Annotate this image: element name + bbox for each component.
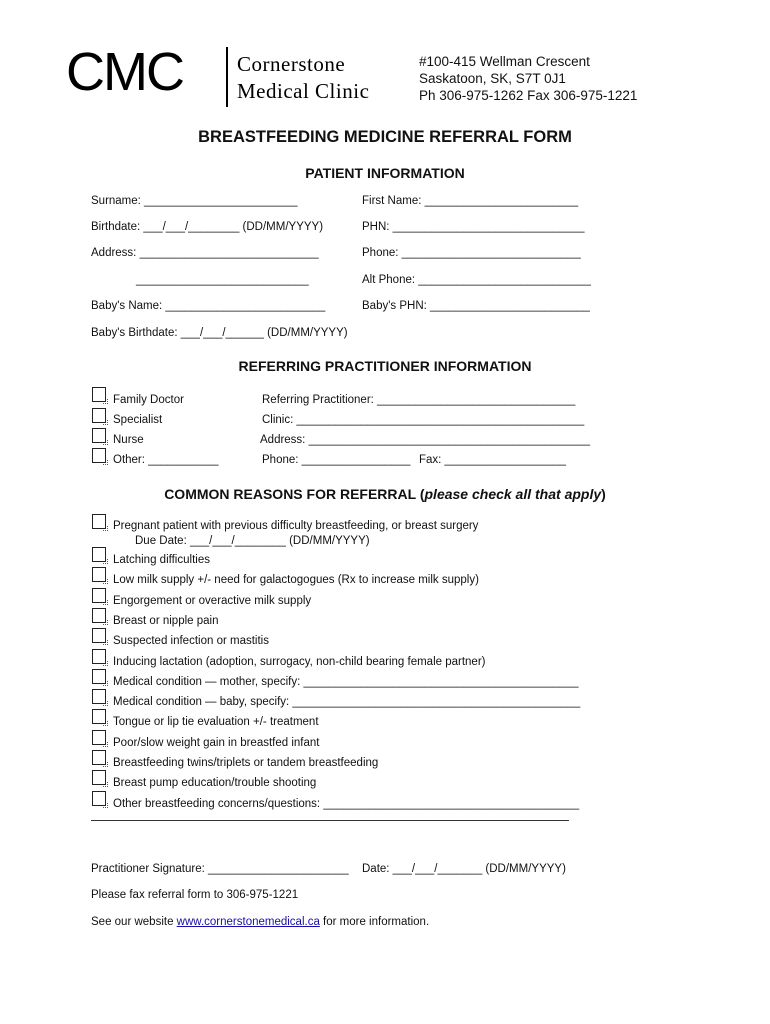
reason-label: Inducing lactation (adoption, surrogacy, non-child bearing female partner): [113, 656, 486, 668]
signature-date-field[interactable]: Date: ___/___/_______ (DD/MM/YYYY): [362, 863, 566, 875]
logo-divider: [226, 47, 228, 107]
reason-label: Poor/slow weight gain in breastfed infant: [113, 737, 320, 749]
reason-checkbox[interactable]: [92, 588, 106, 603]
fax-instruction: Please fax referral form to 306-975-1221: [91, 889, 299, 901]
baby-birthdate-field[interactable]: Baby's Birthdate: ___/___/______ (DD/MM/YYYY): [91, 327, 348, 339]
reason-checkbox[interactable]: [92, 649, 106, 664]
practitioner-signature-field[interactable]: Practitioner Signature: ______________________: [91, 863, 349, 875]
reason-checkbox[interactable]: [92, 689, 106, 704]
practitioner-phone-field[interactable]: Phone: _________________: [262, 454, 411, 466]
reason-label: Latching difficulties: [113, 554, 210, 566]
family-doctor-label: Family Doctor: [113, 394, 184, 406]
reason-label: Tongue or lip tie evaluation +/- treatment: [113, 716, 319, 728]
reason-pregnant-label: Pregnant patient with previous difficulty breastfeeding, or breast surgery: [113, 520, 479, 532]
reason-checkbox[interactable]: [92, 547, 106, 562]
first-name-field[interactable]: First Name: ________________________: [362, 195, 579, 207]
specialist-label: Specialist: [113, 414, 163, 426]
reason-label: Suspected infection or mastitis: [113, 635, 269, 647]
notes-line[interactable]: [91, 820, 569, 821]
address-line2-field[interactable]: ___________________________: [136, 274, 309, 286]
phn-field[interactable]: PHN: ______________________________: [362, 221, 585, 233]
reason-checkbox[interactable]: [92, 608, 106, 623]
website-note-post: for more information.: [319, 916, 430, 928]
clinic-field[interactable]: Clinic: _____________________________________________: [262, 414, 585, 426]
reason-checkbox[interactable]: [92, 791, 106, 806]
family-doctor-checkbox[interactable]: [92, 387, 106, 402]
website-note-pre: See our website: [91, 916, 177, 928]
reason-checkbox[interactable]: [92, 730, 106, 745]
address-field[interactable]: Address: ____________________________: [91, 247, 319, 259]
reasons-heading-main: COMMON REASONS FOR REFERRAL (: [164, 486, 425, 502]
nurse-checkbox[interactable]: [92, 428, 106, 443]
reason-label: Other breastfeeding concerns/questions: ________________________________________: [113, 798, 580, 810]
form-title: BREASTFEEDING MEDICINE REFERRAL FORM: [198, 128, 572, 146]
reason-checkbox[interactable]: [92, 750, 106, 765]
reasons-heading: [0, 486, 770, 502]
reason-checkbox-pregnant[interactable]: [92, 514, 106, 529]
surname-field[interactable]: Surname: ________________________: [91, 195, 298, 207]
other-checkbox[interactable]: [92, 448, 106, 463]
website-link[interactable]: www.cornerstonemedical.ca: [176, 916, 320, 928]
reason-checkbox[interactable]: [92, 669, 106, 684]
other-label[interactable]: Other: ___________: [113, 454, 219, 466]
reason-checkbox[interactable]: [92, 709, 106, 724]
reason-label: Engorgement or overactive milk supply: [113, 595, 312, 607]
phone-field[interactable]: Phone: ____________________________: [362, 247, 581, 259]
clinic-contact-line: Ph 306-975-1262 Fax 306-975-1221: [419, 88, 638, 103]
reason-checkbox[interactable]: [92, 628, 106, 643]
referring-practitioner-field[interactable]: Referring Practitioner: _______________________________: [262, 394, 576, 406]
baby-phn-field[interactable]: Baby's PHN: _________________________: [362, 300, 590, 312]
practitioner-address-field[interactable]: Address: ____________________________________________: [260, 434, 590, 446]
clinic-name-line2: Medical Clinic: [237, 79, 370, 103]
website-note: [91, 916, 429, 928]
reasons-heading-italic: please check all that apply: [424, 486, 602, 502]
specialist-checkbox[interactable]: [92, 408, 106, 423]
reason-label: Breastfeeding twins/triplets or tandem breastfeeding: [113, 757, 379, 769]
practitioner-fax-field[interactable]: Fax: ___________________: [419, 454, 567, 466]
reason-label: Breast or nipple pain: [113, 615, 219, 627]
patient-info-heading: PATIENT INFORMATION: [305, 165, 465, 181]
reason-label: Medical condition — mother, specify: ___________________________________________: [113, 676, 579, 688]
alt-phone-field[interactable]: Alt Phone: ___________________________: [362, 274, 591, 286]
reason-label: Medical condition — baby, specify: _____________________________________________: [113, 696, 581, 708]
clinic-address-line1: #100-415 Wellman Crescent: [419, 54, 590, 69]
reason-checkbox[interactable]: [92, 770, 106, 785]
reason-label: Breast pump education/trouble shooting: [113, 777, 317, 789]
clinic-address-line2: Saskatoon, SK, S7T 0J1: [419, 71, 566, 86]
reason-checkbox[interactable]: [92, 567, 106, 582]
clinic-logo-mark: CMC: [66, 42, 183, 102]
baby-name-field[interactable]: Baby's Name: _________________________: [91, 300, 326, 312]
practitioner-info-heading: REFERRING PRACTITIONER INFORMATION: [238, 358, 532, 374]
reason-label: Low milk supply +/- need for galactogogues (Rx to increase milk supply): [113, 574, 479, 586]
nurse-label: Nurse: [113, 434, 144, 446]
reasons-heading-close: ): [601, 486, 606, 502]
clinic-name-line1: Cornerstone: [237, 52, 346, 76]
birthdate-field[interactable]: Birthdate: ___/___/________ (DD/MM/YYYY): [91, 221, 324, 233]
due-date-field[interactable]: Due Date: ___/___/________ (DD/MM/YYYY): [135, 535, 370, 547]
